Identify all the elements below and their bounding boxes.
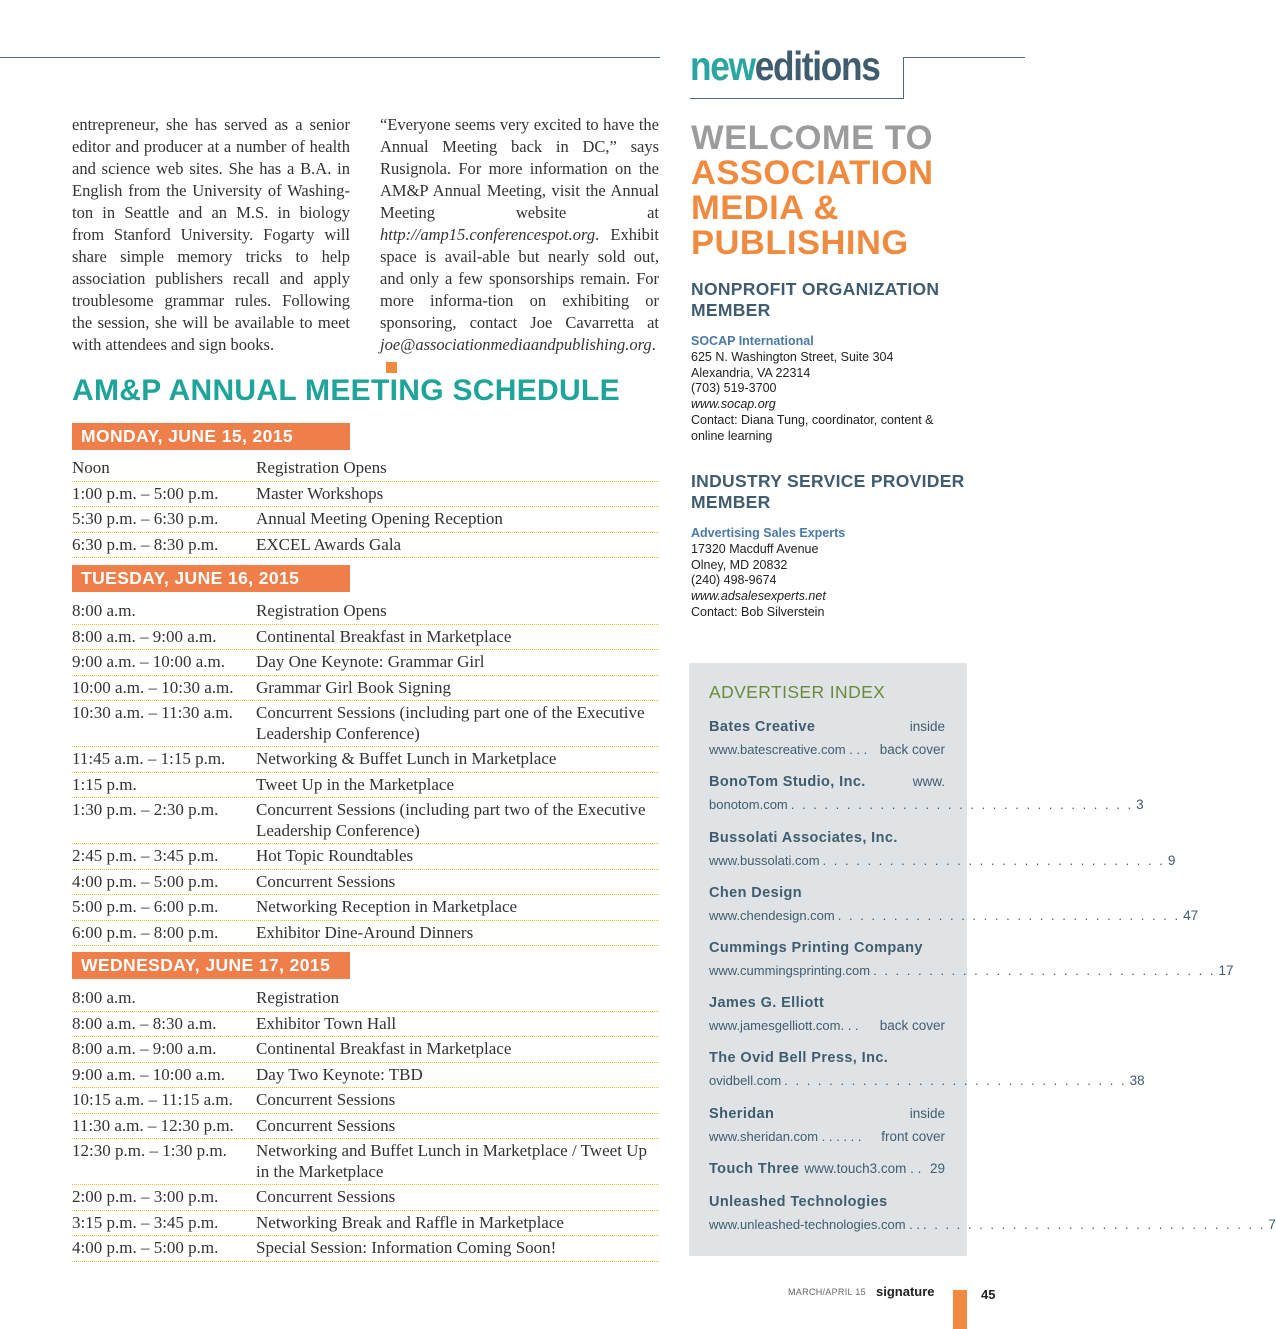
footer-magazine-name: signature (876, 1284, 935, 1299)
schedule-time: 8:00 a.m. (72, 601, 136, 620)
member-website[interactable]: www.adsalesexperts.net (691, 589, 826, 604)
advertiser-url[interactable]: www.sheridan.com . . . . . . (709, 1129, 862, 1144)
schedule-time: 11:30 a.m. – 12:30 p.m. (72, 1115, 234, 1135)
advertiser-page: 29 (929, 1161, 945, 1176)
advertiser-page: back cover (879, 1018, 945, 1033)
advertiser-url[interactable]: www.touch3.com . . (804, 1161, 922, 1176)
member-address-1: 17320 Macduff Avenue (691, 541, 819, 556)
schedule-event: Networking & Buffet Lunch in Marketplace (256, 749, 557, 768)
schedule-title: AM&P ANNUAL MEETING SCHEDULE (72, 374, 620, 407)
schedule-time: 8:00 a.m. – 9:00 a.m. (72, 1039, 217, 1058)
schedule-row (72, 1211, 659, 1237)
top-rule (0, 57, 660, 58)
masthead-new: new (690, 43, 755, 89)
schedule-wednesday (72, 986, 659, 1262)
schedule-row (72, 1139, 659, 1185)
schedule-event: Day Two Keynote: TBD (256, 1064, 423, 1084)
member-contact: Contact: Bob Silverstein (691, 604, 825, 619)
schedule-event: Grammar Girl Book Signing (256, 677, 452, 697)
schedule-row (72, 1037, 659, 1063)
schedule-event: Continental Breakfast in Marketplace (256, 1039, 512, 1058)
schedule-time: 10:00 a.m. – 10:30 a.m. (72, 677, 234, 697)
welcome-heading (691, 121, 934, 261)
schedule-monday (72, 456, 659, 558)
schedule-event: Concurrent Sessions (256, 871, 396, 891)
schedule-time: 8:00 a.m. – 8:30 a.m. (72, 1013, 217, 1033)
schedule-event: Concurrent Sessions (including part two of the Executive Leadership Conference) (256, 800, 646, 840)
leader-dots: . . . . . . . . . . . . . . . . . . . . . . . . . . . . . . . (837, 908, 1181, 923)
advertiser-entry (709, 884, 1199, 925)
schedule-event: Tweet Up in the Marketplace (256, 774, 455, 794)
schedule-row (72, 1236, 659, 1262)
advertiser-entry (709, 994, 945, 1035)
advertiser-name: Touch Three (709, 1161, 800, 1177)
schedule-row (72, 773, 659, 799)
schedule-time: 9:00 a.m. – 10:00 a.m. (72, 652, 225, 671)
welcome-line-3: MEDIA & (691, 189, 839, 227)
leader-dots: . . . . . . . . . . . . . . . . . . . . . . . . . . . . . . . (784, 1073, 1127, 1088)
advertiser-page: front cover (881, 1129, 945, 1144)
advertiser-name: Cummings Printing Company (709, 940, 923, 956)
advertiser-name: Sheridan (709, 1106, 775, 1122)
schedule-row (72, 1012, 659, 1038)
schedule-time: 4:00 p.m. – 5:00 p.m. (72, 871, 219, 891)
advertiser-url[interactable]: www.jamesgelliott.com. . . (709, 1018, 859, 1033)
advertiser-index-title: ADVERTISER INDEX (709, 682, 886, 702)
meeting-website-link[interactable]: http://amp15.conferencespot.org (380, 225, 596, 244)
schedule-time: 1:15 p.m. (72, 774, 137, 794)
advertiser-page: back cover (879, 742, 945, 757)
schedule-event: Networking and Buffet Lunch in Marketplace / Tweet Up in the Marketplace (256, 1141, 647, 1181)
member-address-2: Alexandria, VA 22314 (691, 365, 811, 380)
member-contact: Contact: Diana Tung, coordinator, content & online learning (691, 412, 934, 443)
leader-dots: . . . . . . . . . . . . . . . . . . . . . . . . . . . . . . . (790, 797, 1134, 812)
advertiser-entry (709, 718, 945, 759)
schedule-event: Networking Break and Raffle in Marketplace (256, 1212, 564, 1232)
schedule-row (72, 986, 659, 1012)
schedule-event: Special Session: Information Coming Soon! (256, 1238, 557, 1257)
schedule-row (72, 870, 659, 896)
advertiser-name: Chen Design (709, 885, 803, 901)
schedule-row (72, 798, 659, 844)
advertiser-entry (709, 829, 1176, 870)
member-category-nonprofit: NONPROFIT ORGANIZATION MEMBER (691, 279, 940, 320)
member-name: SOCAP International (691, 334, 814, 348)
welcome-line-2: ASSOCIATION (691, 154, 934, 192)
welcome-line-4: PUBLISHING (691, 224, 909, 262)
schedule-time: 2:45 p.m. – 3:45 p.m. (72, 846, 219, 865)
member-address-1: 625 N. Washington Street, Suite 304 (691, 349, 894, 364)
advertiser-name: Bates Creative (709, 719, 816, 735)
advertiser-url[interactable]: www.batescreative.com . . . (709, 742, 868, 757)
schedule-row (72, 701, 659, 747)
schedule-event: Registration Opens (256, 458, 387, 477)
intro-right-p2: . Exhibit space is avail-able but nearly sold out, and only a few sponsorships remain. For more informa-tion on exhibiting or sponsoring, contact Joe Cavarretta at (380, 225, 659, 332)
masthead-editions: editions (754, 43, 880, 89)
schedule-event: Exhibitor Dine-Around Dinners (256, 922, 474, 942)
advertiser-url[interactable]: www.cummingsprinting.com (709, 963, 871, 978)
schedule-row (72, 599, 659, 625)
advertiser-entry (709, 773, 1144, 814)
day-banner-wednesday: WEDNESDAY, JUNE 17, 2015 (72, 952, 350, 979)
member-website[interactable]: www.socap.org (691, 397, 776, 412)
schedule-time: 6:30 p.m. – 8:30 p.m. (72, 534, 219, 554)
schedule-event: Annual Meeting Opening Reception (256, 509, 503, 528)
masthead-underline (690, 98, 904, 99)
member-ad-sales-experts (691, 526, 951, 621)
schedule-event: Exhibitor Town Hall (256, 1013, 397, 1033)
advertiser-name: Bussolati Associates, Inc. (709, 830, 898, 846)
advertiser-page: 3 (1136, 797, 1144, 812)
advertiser-entry (709, 1160, 945, 1178)
schedule-row (72, 844, 659, 870)
schedule-row (72, 507, 659, 533)
contact-email-link[interactable]: joe@associationmediaandpublishing.org (380, 335, 652, 354)
member-phone: (703) 519-3700 (691, 381, 777, 396)
advertiser-url[interactable]: www.unleashed-technologies.com . . (709, 1217, 921, 1232)
schedule-time: 1:00 p.m. – 5:00 p.m. (72, 483, 219, 503)
schedule-time: 12:30 p.m. – 1:30 p.m. (72, 1141, 227, 1160)
schedule-time: Noon (72, 458, 110, 477)
advertiser-note: www. (912, 774, 945, 789)
leader-dots (864, 1128, 878, 1146)
leader-dots (870, 741, 876, 759)
advertiser-page: 38 (1129, 1073, 1145, 1088)
schedule-event: Master Workshops (256, 483, 384, 503)
member-phone: (240) 498-9674 (691, 573, 777, 588)
advertiser-url[interactable]: bonotom.com (709, 797, 788, 812)
member-address-2: Olney, MD 20832 (691, 557, 788, 572)
intro-right-p3: . (651, 335, 656, 354)
schedule-event: Hot Topic Roundtables (256, 846, 414, 865)
member-socap (691, 334, 951, 445)
schedule-row (72, 533, 659, 559)
schedule-time: 8:00 a.m. (72, 988, 136, 1007)
intro-text-left: entrepreneur, she has served as a senior editor and producer at a number of health and science web sites. She has a B.A. in English from the University of Washing-ton in Seattle and an M.S. in biology from Stanford University. Fogarty will share simple memory tricks to help association publishers recall and apply troublesome grammar rules. Following the session, she will be available to meet with attendees and sign books. (72, 115, 350, 354)
schedule-time: 5:00 p.m. – 6:00 p.m. (72, 897, 219, 916)
schedule-event: Registration (256, 988, 340, 1007)
member-category-service-provider: INDUSTRY SERVICE PROVIDER MEMBER (691, 471, 965, 512)
advertiser-entry (709, 939, 1234, 980)
end-square-icon (386, 362, 397, 373)
schedule-time: 9:00 a.m. – 10:00 a.m. (72, 1064, 225, 1084)
advertiser-note: inside (909, 719, 945, 734)
advertiser-page: 17 (1218, 963, 1234, 978)
day-banner-tuesday: TUESDAY, JUNE 16, 2015 (72, 565, 350, 592)
schedule-time: 5:30 p.m. – 6:30 p.m. (72, 509, 219, 528)
schedule-time: 10:30 a.m. – 11:30 a.m. (72, 703, 233, 722)
advertiser-page: 47 (1183, 908, 1199, 923)
schedule-row (72, 1063, 659, 1089)
advertiser-name: Unleashed Technologies (709, 1194, 888, 1210)
schedule-row (72, 676, 659, 702)
advertiser-name: The Ovid Bell Press, Inc. (709, 1050, 889, 1066)
schedule-time: 6:00 p.m. – 8:00 p.m. (72, 922, 219, 942)
advertiser-entry (709, 1105, 945, 1146)
advertiser-entry (709, 1049, 1145, 1090)
advertiser-note: inside (909, 1106, 945, 1121)
intro-text-right (380, 114, 659, 378)
intro-right-p1: “Everyone seems very excited to have the Annual Meeting back in DC,” says Rusignola. For more information on the AM&P Annual Meeting, visit the Annual Meeting website at (380, 115, 659, 222)
schedule-row (72, 1088, 659, 1114)
schedule-event: Registration Opens (256, 601, 387, 620)
member-name: Advertising Sales Experts (691, 526, 846, 540)
schedule-event: Day One Keynote: Grammar Girl (256, 652, 485, 671)
schedule-event: Concurrent Sessions (256, 1115, 396, 1135)
schedule-event: Continental Breakfast in Marketplace (256, 626, 512, 646)
section-masthead (690, 40, 880, 92)
advertiser-name: BonoTom Studio, Inc. (709, 774, 866, 790)
advertiser-name: James G. Elliott (709, 995, 825, 1011)
masthead-frame (903, 57, 1025, 99)
schedule-event: Concurrent Sessions (256, 1090, 396, 1109)
footer-issue: MARCH/APRIL 15 (788, 1287, 866, 1297)
schedule-row (72, 895, 659, 921)
schedule-time: 1:30 p.m. – 2:30 p.m. (72, 800, 219, 819)
advertiser-url[interactable]: www.chendesign.com (709, 908, 835, 923)
schedule-time: 11:45 a.m. – 1:15 p.m. (72, 749, 226, 768)
advertiser-page: 7 (1268, 1217, 1276, 1232)
schedule-time: 10:15 a.m. – 11:15 a.m. (72, 1090, 233, 1109)
schedule-event: Networking Reception in Marketplace (256, 897, 518, 916)
schedule-row (72, 456, 659, 482)
advertiser-entry (709, 1193, 1276, 1234)
schedule-event: Concurrent Sessions (256, 1187, 396, 1206)
schedule-time: 8:00 a.m. – 9:00 a.m. (72, 626, 217, 646)
advertiser-url[interactable]: www.bussolati.com (709, 853, 820, 868)
schedule-time: 4:00 p.m. – 5:00 p.m. (72, 1238, 219, 1257)
schedule-row (72, 650, 659, 676)
day-banner-monday: MONDAY, JUNE 15, 2015 (72, 423, 350, 450)
schedule-row (72, 1185, 659, 1211)
schedule-row (72, 921, 659, 947)
leader-dots: . . . . . . . . . . . . . . . . . . . . . . . . . . . . . . . (873, 963, 1216, 978)
schedule-row (72, 747, 659, 773)
schedule-time: 2:00 p.m. – 3:00 p.m. (72, 1187, 219, 1206)
schedule-row (72, 1114, 659, 1140)
schedule-tuesday (72, 599, 659, 946)
welcome-line-1: WELCOME TO (691, 119, 934, 157)
schedule-row (72, 625, 659, 651)
advertiser-url[interactable]: ovidbell.com (709, 1073, 782, 1088)
footer-accent-bar (953, 1290, 967, 1329)
schedule-event: Concurrent Sessions (including part one of the Executive Leadership Conference) (256, 703, 645, 743)
schedule-event: EXCEL Awards Gala (256, 534, 402, 554)
advertiser-page: 9 (1167, 853, 1176, 868)
leader-dots: . . . . . . . . . . . . . . . . . . . . . . . . . . . . . . . (923, 1217, 1266, 1232)
leader-dots (862, 1017, 877, 1035)
leader-dots: . . . . . . . . . . . . . . . . . . . . . . . . . . . . . . . (822, 853, 1165, 868)
schedule-row (72, 482, 659, 508)
page-number: 45 (981, 1287, 996, 1302)
schedule-time: 3:15 p.m. – 3:45 p.m. (72, 1212, 219, 1232)
